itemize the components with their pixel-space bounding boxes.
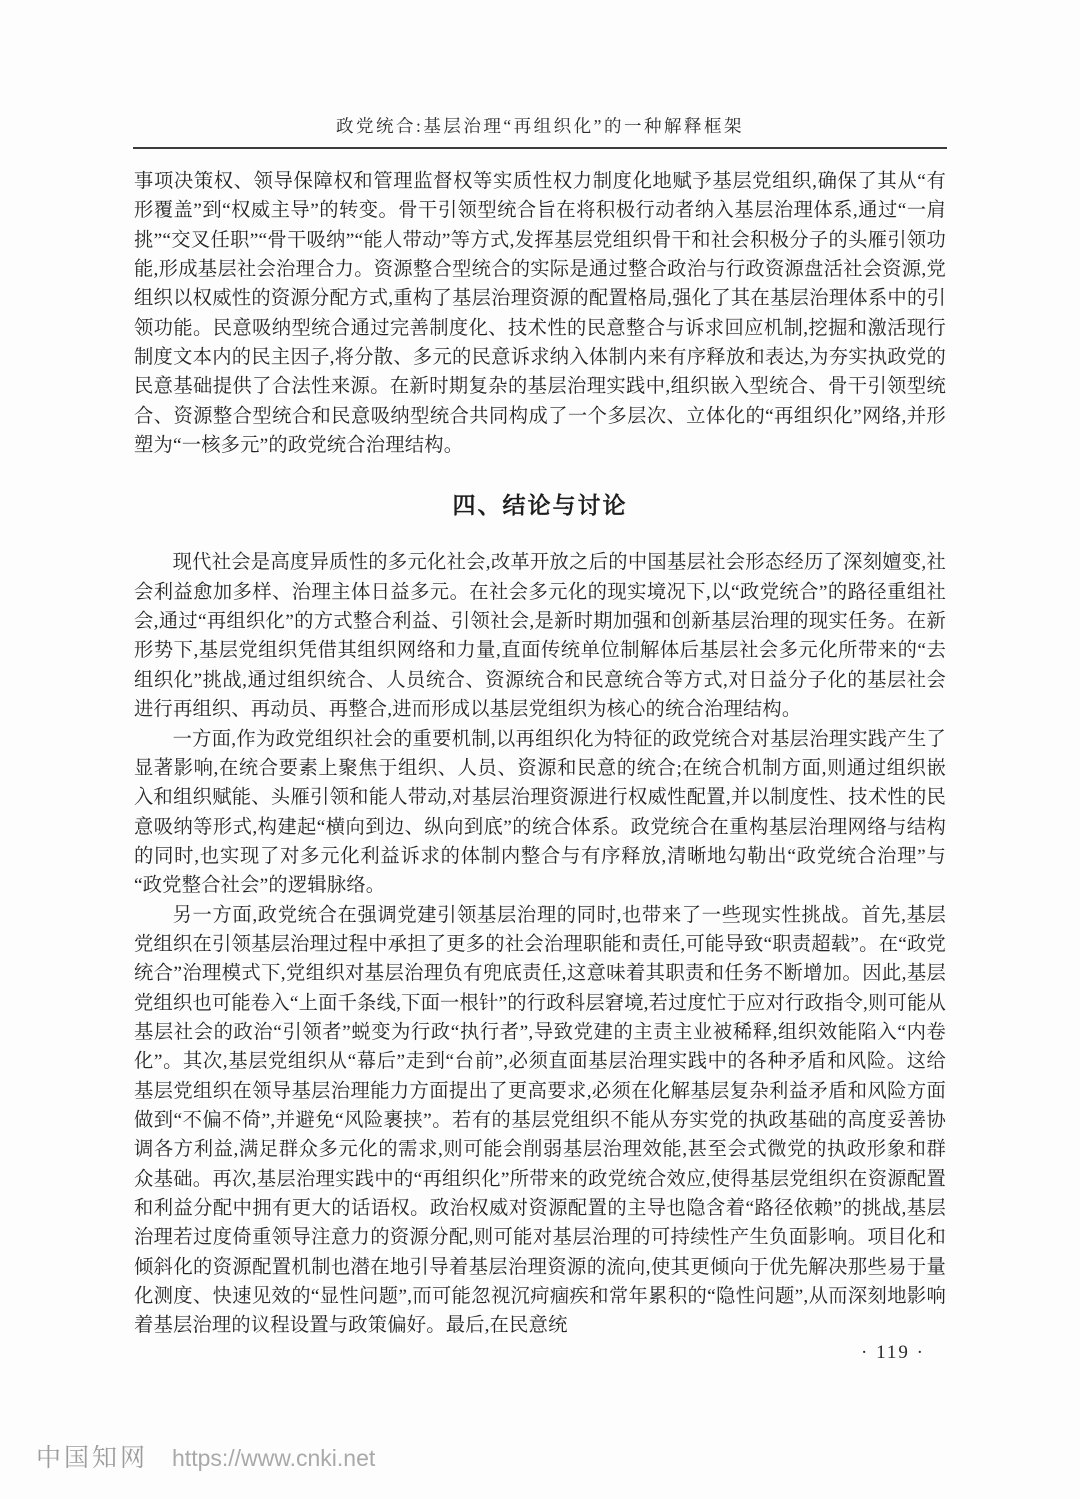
article-body	[134, 167, 946, 1341]
page-header	[133, 113, 947, 149]
paragraph-continuation: 事项决策权、领导保障权和管理监督权等实质性权力制度化地赋予基层党组织,确保了其从“有形覆盖”到“权威主导”的转变。骨干引领型统合旨在将积极行动者纳入基层治理体系,通过“一肩挑”“交叉任职”“骨干吸纳”“能人带动”等方式,发挥基层党组织骨干和社会积极分子的头雁引领功能,形成基层社会治理合力。资源整合型统合的实际是通过整合政治与行政资源盘活社会资源,党组织以权威性的资源分配方式,重构了基层治理资源的配置格局,强化了其在基层治理体系中的引领功能。民意吸纳型统合通过完善制度化、技术性的民意整合与诉求回应机制,挖掘和激活现行制度文本内的民主因子,将分散、多元的民意诉求纳入体制内来有序释放和表达,为夯实执政党的民意基础提供了合法性来源。在新时期复杂的基层治理实践中,组织嵌入型统合、骨干引领型统合、资源整合型统合和民意吸纳型统合共同构成了一个多层次、立体化的“再组织化”网络,并形塑为“一核多元”的政党统合治理结构。	[134, 171, 946, 457]
paragraph: 另一方面,政党统合在强调党建引领基层治理的同时,也带来了一些现实性挑战。首先,基层党组织在引领基层治理过程中承担了更多的社会治理职能和责任,可能导致“职责超载”。在“政党统合”治理模式下,党组织对基层治理负有兜底责任,这意味着其职责和任务不断增加。因此,基层党组织也可能卷入“上面千条线,下面一根针”的行政科层窘境,若过度忙于应对行政指令,则可能从基层社会的政治“引领者”蜕变为行政“执行者”,导致党建的主责主业被稀释,组织效能陷入“内卷化”。其次,基层党组织从“幕后”走到“台前”,必须直面基层治理实践中的各种矛盾和风险。这给基层党组织在领导基层治理能力方面提出了更高要求,必须在化解基层复杂利益矛盾和风险方面做到“不偏不倚”,并避免“风险裹挟”。若有的基层党组织不能从夯实党的执政基础的高度妥善协调各方利益,满足群众多元化的需求,则可能会削弱基层治理效能,甚至会式微党的执政形象和群众基础。再次,基层治理实践中的“再组织化”所带来的政党统合效应,使得基层党组织在资源配置和利益分配中拥有更大的话语权。政治权威对资源配置的主导也隐含着“路径依赖”的挑战,基层治理若过度倚重领导注意力的资源分配,则可能对基层治理的可持续性产生负面影响。项目化和倾斜化的资源配置机制也潜在地引导着基层治理资源的流向,使其更倾向于优先解决那些易于量化测度、快速见效的“显性问题”,而可能忽视沉疴痼疾和常年累积的“隐性问题”,从而深刻地影响着基层治理的议程设置与政策偏好。最后,在民意统	[134, 904, 946, 1337]
header-rule	[133, 147, 947, 149]
page-number: · 119 ·	[861, 1342, 925, 1363]
cnki-url-link[interactable]: https://www.cnki.net	[172, 1445, 376, 1471]
running-title: 政党统合:基层治理“再组织化”的一种解释框架	[336, 116, 744, 136]
paragraph: 一方面,作为政党组织社会的重要机制,以再组织化为特征的政党统合对基层治理实践产生了显著影响,在统合要素上聚焦于组织、人员、资源和民意的统合;在统合机制方面,则通过组织嵌入和组织赋能、头雁引领和能人带动,对基层治理资源进行权威性配置,并以制度性、技术性的民意吸纳等形式,构建起“横向到边、纵向到底”的统合体系。政党统合在重构基层治理网络与结构的同时,也实现了对多元化利益诉求的体制内整合与有序释放,清晰地勾勒出“政党统合治理”与“政党整合社会”的逻辑脉络。	[134, 728, 946, 897]
paragraph: 现代社会是高度异质性的多元化社会,改革开放之后的中国基层社会形态经历了深刻嬗变,社会利益愈加多样、治理主体日益多元。在社会多元化的现实境况下,以“政党统合”的路径重组社会,通过“再组织化”的方式整合利益、引领社会,是新时期加强和创新基层治理的现实任务。在新形势下,基层党组织凭借其组织网络和力量,直面传统单位制解体后基层社会多元化所带来的“去组织化”挑战,通过组织统合、人员统合、资源统合和民意统合等方式,对日益分子化的基层社会进行再组织、再动员、再整合,进而形成以基层党组织为核心的统合治理结构。	[134, 552, 946, 721]
cnki-footer	[36, 1438, 375, 1474]
cnki-logo-text: 中国知网	[36, 1444, 149, 1472]
section-heading: 四、结论与讨论	[452, 492, 628, 519]
